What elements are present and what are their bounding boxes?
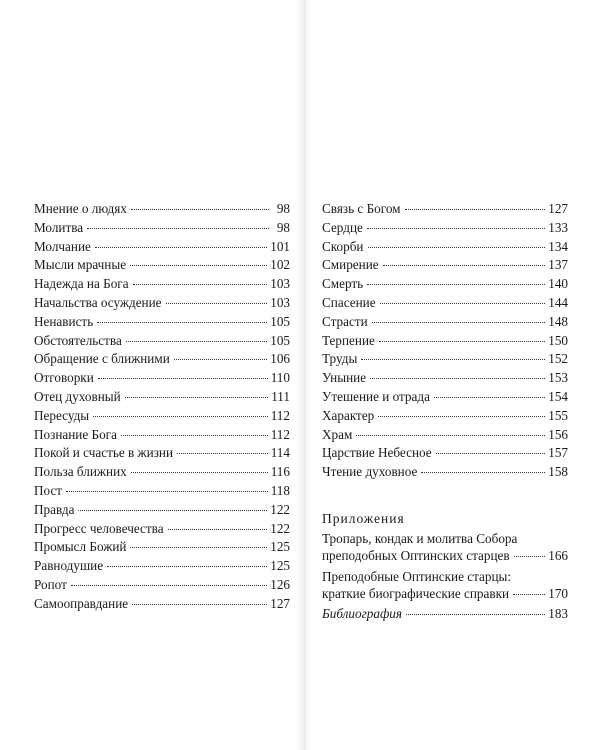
toc-entry-page: 133 [548,219,568,235]
toc-entry [322,200,568,219]
leader-dots [405,209,546,210]
toc-entry-page: 122 [270,520,290,536]
toc-entry-page: 112 [270,407,290,423]
toc-entry [34,332,290,351]
toc-entry-title: Царствие Небесное [322,445,432,461]
toc-entry [34,369,290,388]
toc-entry-title: Покой и счастье в жизни [34,445,174,461]
leader-dots [379,341,545,342]
leader-dots [436,453,546,454]
toc-entry-title: Отец духовный [34,388,121,404]
toc-entry-title: Мысли мрачные [34,257,127,273]
toc-entry [34,294,290,313]
toc-entry-title: Мнение о людях [34,201,127,216]
toc-entry [34,482,290,501]
toc-entry [322,256,568,275]
leader-dots [107,566,267,567]
leader-dots [513,594,545,595]
toc-entry-page: 152 [548,351,568,367]
toc-entry-title: Страсти [322,313,368,329]
toc-entry-title: Равнодушие [34,558,104,574]
toc-entry-page: 103 [270,276,290,292]
toc-entry [322,275,568,294]
toc-entry-page: 105 [270,332,290,348]
toc-entry-title: Ненависть [34,313,94,329]
toc-entry [34,388,290,407]
toc-entry-page: 150 [548,332,568,348]
toc-entry [34,463,290,482]
toc-entry-title: Молитва [34,219,84,235]
toc-entry-title: Смирение [322,257,379,273]
toc-entry [322,332,568,351]
toc-entry-page: 112 [270,426,290,442]
appendix-list [322,530,568,622]
leader-dots [177,453,268,454]
toc-entry-page: 156 [548,426,568,442]
toc-entry-page: 153 [548,370,568,386]
toc-entry [322,294,568,313]
toc-entry-page: 140 [548,276,568,292]
leader-dots [406,614,545,615]
toc-entry-page: 102 [270,257,290,273]
leader-dots [95,247,267,248]
leader-dots [87,228,269,229]
toc-entry [322,388,568,407]
toc-entry-page: 98 [276,201,290,216]
toc-entry [34,350,290,369]
toc-entry [34,200,290,219]
appendix-item-troparion [322,530,568,564]
appendix-item-page: 183 [548,606,568,621]
toc-entry-page: 103 [270,294,290,310]
leader-dots [98,378,268,379]
toc-entry-page: 105 [270,313,290,329]
toc-entry-title: Самооправдание [34,595,129,611]
appendix-item-line2: краткие биографические справки [322,586,510,601]
toc-entry-title: Связь с Богом [322,201,401,216]
toc-entry-title: Правда [34,501,75,517]
toc-entry [322,219,568,238]
toc-entry [34,557,290,576]
leader-dots [361,359,545,360]
leader-dots [367,228,545,229]
toc-entry [34,444,290,463]
toc-entry [34,238,290,257]
toc-entry-title: Терпение [322,332,375,348]
leader-dots [372,322,546,323]
leader-dots [131,472,268,473]
toc-entry-page: 125 [270,558,290,574]
toc-entry-title: Польза ближних [34,464,127,480]
toc-entry-page: 155 [548,407,568,423]
leader-dots [132,604,267,605]
leader-dots [367,284,545,285]
leader-dots [126,341,267,342]
toc-entry-page: 148 [548,313,568,329]
leader-dots [421,472,545,473]
toc-entry-page: 127 [548,201,568,216]
toc-entry-title: Труды [322,351,358,367]
toc-entry [322,463,568,482]
leader-dots [370,378,545,379]
toc-entry-page: 98 [276,219,290,235]
toc-entry [322,350,568,369]
toc-entry [322,426,568,445]
toc-entry [34,256,290,275]
toc-entry-page: 158 [548,464,568,480]
leader-dots [66,491,268,492]
toc-entry-title: Начальства осуждение [34,294,162,310]
appendix-item-elders [322,568,568,602]
leader-dots [125,397,269,398]
toc-entry-title: Утешение и отрада [322,388,430,404]
toc-entry-page: 137 [548,257,568,273]
toc-entry [322,407,568,426]
toc-entry-title: Обстоятельства [34,332,122,348]
toc-entry-page: 116 [270,464,290,480]
toc-entry-page: 144 [548,294,568,310]
appendix-item-bibliography [322,605,568,622]
appendix-item-line2: Библиография [322,606,403,621]
leader-dots [383,265,546,266]
toc-entry-title: Спасение [322,294,376,310]
appendix-item-line2: преподобных Оптинских старцев [322,548,510,563]
toc-entry [34,313,290,332]
toc-entry-page: 114 [270,445,290,461]
leader-dots [71,585,267,586]
toc-entry [322,369,568,388]
toc-entry-title: Отговорки [34,370,94,386]
toc-entry-title: Пост [34,482,63,498]
toc-entry-page: 134 [548,238,568,254]
toc-entry-page: 122 [270,501,290,517]
toc-entry-page: 106 [270,351,290,367]
appendix-item-row [322,585,568,602]
toc-entry-title: Сердце [322,219,363,235]
toc-entry-page: 111 [271,388,290,404]
leader-dots [131,209,269,210]
toc-entry-page: 125 [270,539,290,555]
toc-entry-page: 126 [270,576,290,592]
toc-entry-page: 118 [270,482,290,498]
toc-entry-page: 110 [270,370,290,386]
leader-dots [514,556,546,557]
leader-dots [130,547,267,548]
toc-entry-page: 127 [270,595,290,611]
leader-dots [378,416,545,417]
appendix-item-page: 166 [548,548,568,563]
toc-entry-title: Смерть [322,276,364,292]
leader-dots [130,265,267,266]
leader-dots [78,510,267,511]
toc-entry-title: Уныние [322,370,367,386]
appendix-item-line1: Тропарь, кондак и молитва Собора [322,531,518,546]
appendix-heading: Приложения [322,511,405,526]
toc-entry [322,238,568,257]
leader-dots [368,247,546,248]
toc-entry-title: Прогресс человечества [34,520,164,536]
appendix-item-line1: Преподобные Оптинские старцы: [322,569,512,584]
leader-dots [97,322,267,323]
appendix-item-row [322,605,568,622]
appendix-item-row [322,547,568,564]
leader-dots [356,435,545,436]
toc-entry-title: Молчание [34,238,91,254]
leader-dots [434,397,545,398]
toc-entry-title: Обращение с ближними [34,351,170,367]
toc-entry [34,219,290,238]
toc-entry [34,576,290,595]
toc-entry-title: Промысл Божий [34,539,127,555]
left-toc-list [34,200,290,614]
toc-entry-page: 154 [548,388,568,404]
toc-entry [322,313,568,332]
leader-dots [168,529,268,530]
toc-entry [34,501,290,520]
toc-entry-title: Скорби [322,238,364,254]
toc-entry [322,444,568,463]
toc-entry-page: 101 [270,238,290,254]
toc-entry-title: Характер [322,407,375,423]
toc-entry [34,426,290,445]
leader-dots [174,359,267,360]
book-gutter [296,0,312,750]
leader-dots [380,303,546,304]
toc-entry-page: 157 [548,445,568,461]
toc-entry [34,595,290,614]
toc-entry-title: Надежда на Бога [34,276,129,292]
toc-entry-title: Чтение духовное [322,464,418,480]
toc-entry [34,275,290,294]
toc-entry [34,407,290,426]
toc-entry-title: Ропот [34,576,67,592]
appendix-item-page: 170 [548,586,568,601]
leader-dots [133,284,268,285]
toc-entry [34,538,290,557]
right-toc-list [322,200,568,482]
leader-dots [121,435,268,436]
toc-entry-title: Пересуды [34,407,90,423]
toc-entry [34,520,290,539]
toc-entry-title: Храм [322,426,353,442]
leader-dots [93,416,268,417]
toc-entry-title: Познание Бога [34,426,117,442]
leader-dots [166,303,268,304]
